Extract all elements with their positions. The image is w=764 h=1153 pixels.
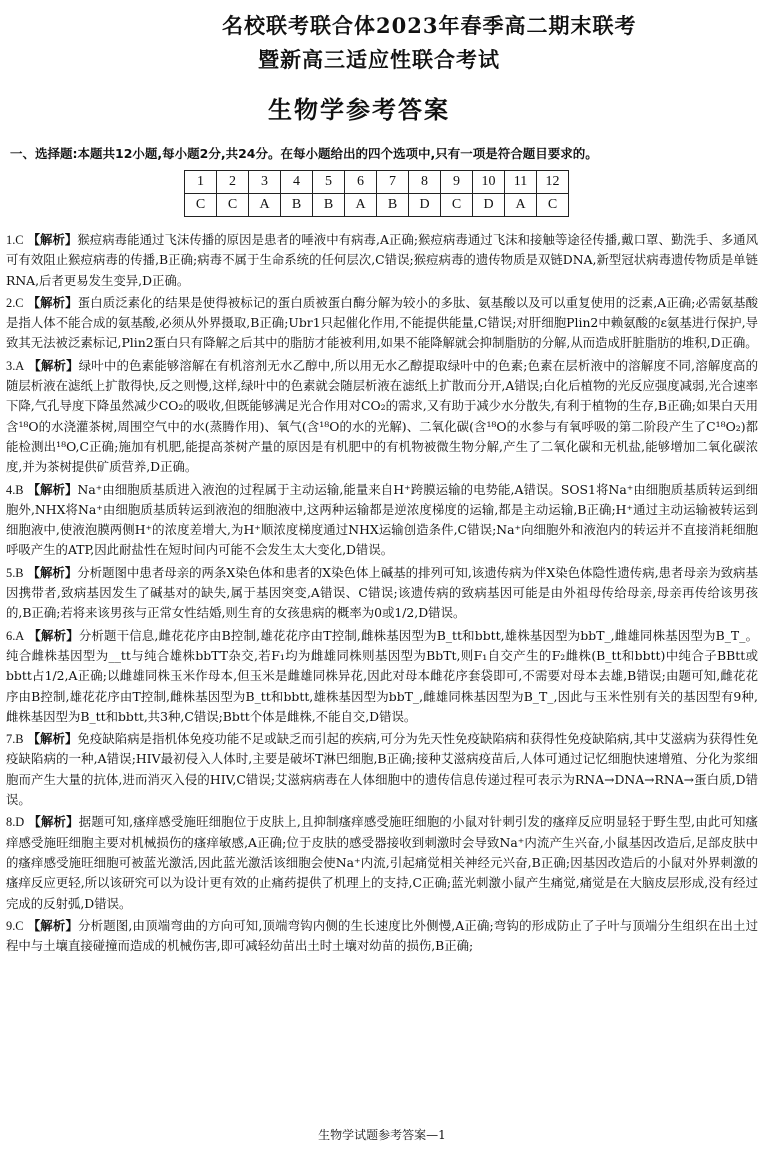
analysis-tag: 【解析】 [27, 917, 79, 933]
document-title: 生物学参考答案 [268, 96, 450, 124]
item-text: 猴痘病毒能通过飞沫传播的原因是患者的唾液中有病毒,A正确;猴痘病毒通过飞沫和接触等途径传播,戴口罩、勤洗手、多通风可有效阻止猴痘病毒的传播,B正确;病毒不属于生命系统的任何层次,C错误;猴痘病毒的遗传物质是双链DNA,新型冠状病毒遗传物质是单链RNA,后者更易发生变异,D正确。 [6, 232, 758, 288]
item-text: 分析题图中患者母亲的两条X染色体和患者的X染色体上碱基的排列可知,该遗传病为伴X染色体隐性遗传病,患者母亲为致病基因携带者,致病基因发生了碱基对的缺失,属于基因突变,A错误、C错误;该遗传病的致病基因可能是由外祖母传给母亲,母亲再传给该男孩的,B正确;若将来该男孩与正常女性结婚,则生育的女孩患病的概率为0或1/2,D错误。 [6, 564, 758, 621]
answer-cell: A [249, 194, 281, 217]
item-text: 绿叶中的色素能够溶解在有机溶剂无水乙醇中,所以用无水乙醇提取绿叶中的色素;色素在层析液中的溶解度不同,溶解度高的随层析液在滤纸上扩散得快,反之则慢,这样,绿叶中的色素就会随层析液在滤纸上扩散而分开,A错误;白化后植物的光反应强度减弱,光合速率下降,气孔导度下降虽然减少CO₂的吸收,但既能够满足光合作用对CO₂的需求,又有助于减少水分散失,有利于植物的生存,B正确;如果白天用含¹⁸O的水浇灌茶树,周围空气中的水(蒸腾作用)、氧气(含¹⁸O的水的光解)、二氧化碳(含¹⁸O的水参与有氧呼吸的第二阶段产生了C¹⁸O₂)都能检测出¹⁸O,C正确;施加有机肥,能提高茶树产量的原因是有机肥中的有机物被微生物分解,产生了二氧化碳和无机盐,能够增加二氧化碳浓度,并为茶树提供矿质营养,D正确。 [6, 357, 758, 475]
header-title-line2: 暨新高三适应性联合考试 [258, 47, 500, 72]
page-footer: 生物学试题参考答案—1 [318, 1128, 446, 1142]
answer-table-number-row [185, 171, 569, 194]
explanation-item-2 [6, 293, 758, 354]
explanations-list [6, 230, 758, 958]
answer-table-answer-row [185, 194, 569, 217]
answer-cell: C [537, 194, 569, 217]
explanation-item-1 [6, 230, 758, 291]
question-number: 4 [281, 171, 313, 194]
question-number: 5 [313, 171, 345, 194]
question-number: 10 [473, 171, 505, 194]
item-number: 1.C [6, 233, 24, 247]
item-number: 4.B [6, 482, 24, 497]
item-text: 分析题图,由顶端弯曲的方向可知,顶端弯钩内侧的生长速度比外侧慢,A正确;弯钩的形成防止了子叶与顶端分生组织在出土过程中与土壤直接碰撞而造成的机械伤害,即可减轻幼苗出土时土壤对幼苗的损伤,B正确; [6, 917, 758, 954]
answer-cell: A [345, 194, 377, 217]
item-text: Na⁺由细胞质基质进入液泡的过程属于主动运输,能量来自H⁺跨膜运输的电势能,A错误。SOS1将Na⁺由细胞质基质转运到细胞外,NHX将Na⁺由细胞质基质转运到液泡的细胞液中,这两种运输都是逆浓度梯度的运输,都是主动运输,B正确;H⁺通过主动运输被转运到细胞液中,使液泡膜两侧H⁺的浓度差增大,为H⁺顺浓度梯度通过NHX运输创造条件,C错误;Na⁺向细胞外和液泡内的转运并不直接消耗细胞呼吸产生的ATP,因此耐盐性在短时间内可能不会发生太大变化,D错误。 [6, 481, 758, 558]
analysis-tag: 【解析】 [27, 731, 78, 747]
question-number: 6 [345, 171, 377, 194]
question-number: 12 [537, 171, 569, 194]
explanation-item-8 [6, 812, 758, 913]
question-number: 8 [409, 171, 441, 194]
answer-cell: D [409, 194, 441, 217]
answer-cell: D [473, 194, 505, 217]
answer-cell: B [281, 194, 313, 217]
analysis-tag: 【解析】 [28, 814, 79, 830]
question-number: 1 [185, 171, 217, 194]
answer-cell: B [377, 194, 409, 217]
explanation-item-9 [6, 916, 758, 957]
answer-cell: B [313, 194, 345, 217]
answer-cell: C [185, 194, 217, 217]
question-number: 7 [377, 171, 409, 194]
item-number: 6.A [6, 628, 25, 643]
item-number: 7.B [6, 732, 24, 747]
explanation-item-6 [6, 626, 758, 727]
analysis-tag: 【解析】 [27, 564, 78, 580]
question-number: 2 [217, 171, 249, 194]
question-number: 3 [249, 171, 281, 194]
explanation-item-3 [6, 356, 758, 478]
item-text: 免疫缺陷病是指机体免疫功能不足或缺乏而引起的疾病,可分为先天性免疫缺陷病和获得性免疫缺陷病,其中艾滋病为获得性免疫缺陷病的一种,A错误;HIV最初侵入人体时,主要是破坏T淋巴细胞,B正确;接种艾滋病疫苗后,人体可通过记忆细胞快速增殖、分化为浆细胞而产生大量的抗体,进而消灭入侵的HIV,C错误;艾滋病病毒在人体细胞中的遗传信息传递过程可表示为RNA→DNA→RNA→蛋白质,D错误。 [6, 731, 758, 808]
question-number: 11 [505, 171, 537, 194]
item-number: 3.A [6, 358, 25, 373]
item-number: 9.C [6, 918, 24, 933]
analysis-tag: 【解析】 [27, 294, 78, 310]
item-number: 2.C [6, 295, 24, 310]
item-number: 8.D [6, 815, 25, 830]
answer-cell: A [505, 194, 537, 217]
item-text: 分析题干信息,雌花花序由B控制,雄花花序由T控制,雌株基因型为B_tt和bbtt,雄株基因型为bbT_,雌雄同株基因型为B_T_。纯合雌株基因型为__tt与纯合雄株bbTT杂交,若F₁均为雌雄同株则基因型为BbTt,则F₁自交产生的F₂雌株(B_tt和bbtt)中纯合子BBtt或bbtt占1/2,A正确;以雌雄同株玉米作母本,但玉米是雌雄同株异花,因此对母本雌花序套袋即可,不需要对母本去雄,B错误;由题可知,雌花花序由B控制,雄花花序由T控制,雌株基因型为B_tt和bbtt,雄株基因型为bbT_,雌雄同株基因型为B_T_,因此与玉米性别有关的基因型有9种,雌株基因型为B_tt和bbtt,共3种,C错误;Bbtt个体是雌株,不能自交,D错误。 [6, 627, 758, 724]
header-title-line1: 名校联考联合体2023年春季高二期末联考 [222, 13, 637, 38]
explanation-item-7 [6, 729, 758, 810]
analysis-tag: 【解析】 [28, 357, 79, 373]
analysis-tag: 【解析】 [28, 627, 79, 643]
item-text: 据题可知,瘙痒感受施旺细胞位于皮肤上,且抑制瘙痒感受施旺细胞的小鼠对针刺引发的瘙痒反应明显轻于野生型,由此可知瘙痒感受施旺细胞主要对机械损伤的瘙痒敏感,A正确;位于皮肤的感受器接收到刺激时会导致Na⁺内流产生兴奋,小鼠基因改造后,足部皮肤中的瘙痒感受施旺细胞可被蓝光激活,因此蓝光激活该细胞会使Na⁺内流,引起痛觉相关神经元兴奋,B正确;因基因改造后的小鼠对外界刺激的瘙痒反应更轻,所以该研究可以为设计更有效的止痛药提供了机理上的支持,C正确;蓝光刺激小鼠产生痛觉,痛觉是在大脑皮层形成,没有经过完成的反射弧,D错误。 [6, 814, 758, 911]
answer-cell: C [441, 194, 473, 217]
question-number: 9 [441, 171, 473, 194]
explanation-item-5 [6, 563, 758, 624]
answer-table [184, 170, 569, 217]
analysis-tag: 【解析】 [27, 481, 78, 497]
section-heading: 一、选择题:本题共12小题,每小题2分,共24分。在每小题给出的四个选项中,只有一项是符合题目要求的。 [10, 146, 598, 161]
explanation-item-4 [6, 480, 758, 561]
item-text: 蛋白质泛素化的结果是使得被标记的蛋白质被蛋白酶分解为较小的多肽、氨基酸以及可以重复使用的泛素,A正确;必需氨基酸是指人体不能合成的氨基酸,必须从外界摄取,B正确;Ubr1只起催化作用,不能提供能量,C错误;对肝细胞Plin2中赖氨酸的ε氨基进行保护,导致其无法被泛素标记,Plin2蛋白只有降解之后其中的脂肪才能被利用,如果不能降解就会抑制脂肪的分解,从而造成肝脏脂肪的堆积,D正确。 [6, 294, 759, 351]
item-number: 5.B [6, 565, 24, 580]
answer-cell: C [217, 194, 249, 217]
analysis-tag: 【解析】 [27, 232, 78, 247]
